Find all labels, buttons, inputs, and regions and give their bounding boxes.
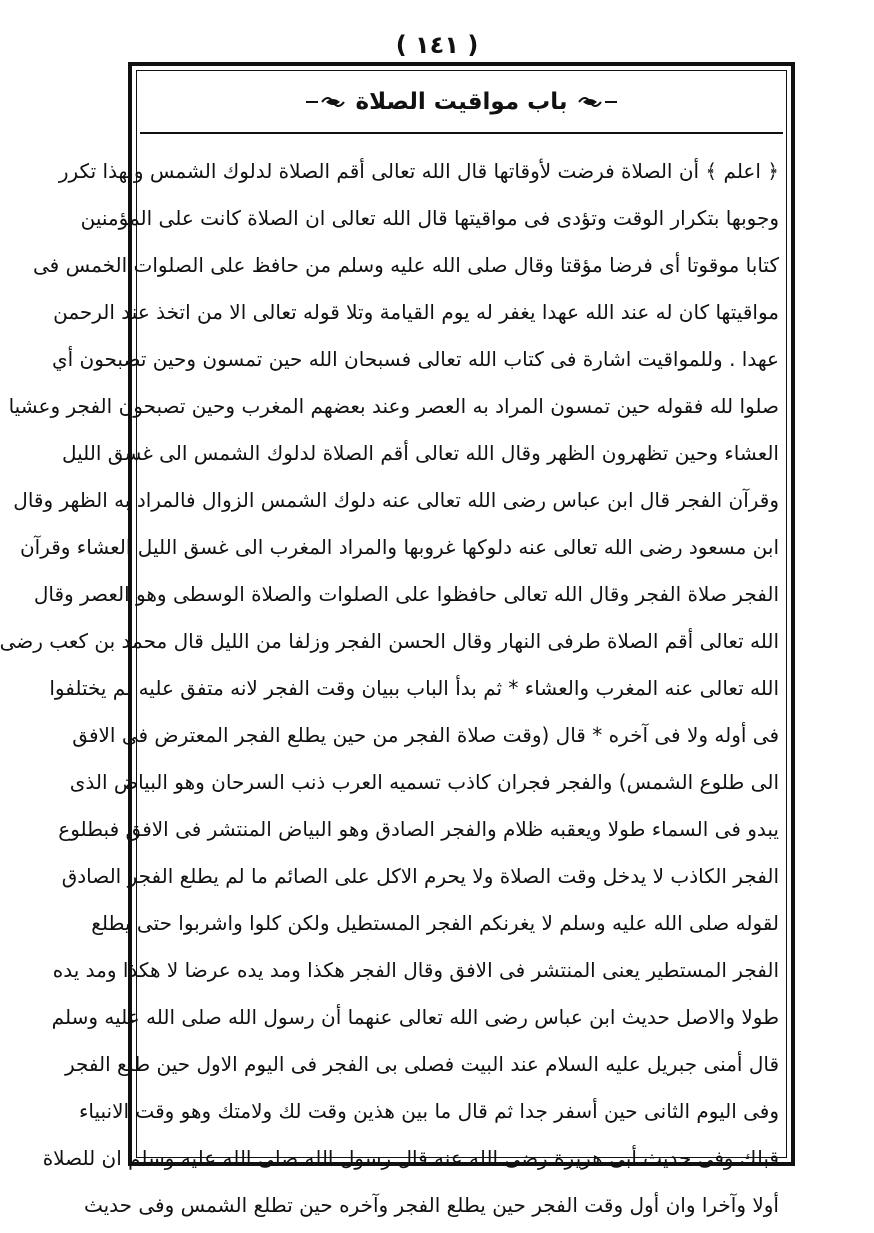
text-line: مواقيتها كان له عند الله عهدا يغفر له يوم القيامة وتلا قوله تعالى الا من اتخذ عند الرحمن (53, 300, 779, 324)
text-line: طولا والاصل حديث ابن عباس رضى الله تعالى عنهما أن رسول الله صلى الله عليه وسلم (51, 1005, 779, 1029)
text-line: الله تعالى عنه المغرب والعشاء * ثم بدأ الباب ببيان وقت الفجر لانه متفق عليه لم يختلفوا (49, 676, 779, 700)
text-line: فى أوله ولا فى آخره * قال (وقت صلاة الفجر من حين يطلع الفجر المعترض فى الافق (72, 723, 779, 747)
body-text (0, 148, 779, 1229)
text-line: الله تعالى أقم الصلاة طرفى النهار وقال الحسن الفجر وزلفا من الليل قال محمد بن كعب رضى (0, 629, 779, 653)
heading-ornament-left (304, 92, 346, 112)
text-line: يبدو فى السماء طولا ويعقبه ظلام والفجر الصادق وهو البياض المنتشر فى الافق فبطلوع (58, 817, 779, 841)
chapter-title: باب مواقيت الصلاة (355, 89, 568, 115)
heading-divider (140, 132, 783, 134)
text-line: الفجر المستطير يعنى المنتشر فى الافق وقال الفجر هكذا ومد يده عرضا لا هكذا ومد يده (52, 958, 779, 982)
text-line: قبلك وفى حديث أبى هريرة رضى الله عنه قال رسول الله صلى الله عليه وسلم ان للصلاة (42, 1146, 779, 1170)
text-line: وجوبها بتكرار الوقت وتؤدى فى مواقيتها قال الله تعالى ان الصلاة كانت على المؤمنين (80, 206, 779, 230)
text-line: أولا وآخرا وان أول وقت الفجر حين يطلع الفجر وآخره حين تطلع الشمس وفى حديث (83, 1193, 779, 1217)
text-line: وفى اليوم الثانى حين أسفر جدا ثم قال ما بين هذين وقت لك ولامتك وهو وقت الانبياء (78, 1099, 779, 1123)
text-line: عهدا . وللمواقيت اشارة فى كتاب الله تعالى فسبحان الله حين تمسون وحين تصبحون أي (51, 347, 779, 371)
text-line: لقوله صلى الله عليه وسلم لا يغرنكم الفجر المستطيل ولكن كلوا واشربوا حتى يطلع (91, 911, 779, 935)
text-line: صلوا لله فقوله حين تمسون المراد به العصر وعند بعضهم المغرب وحين تصبحون الفجر وعشيا (8, 394, 779, 418)
text-line: العشاء وحين تظهرون الظهر وقال الله تعالى أقم الصلاة لدلوك الشمس الى غسق الليل (61, 441, 779, 465)
chapter-heading (136, 80, 787, 124)
text-line: وقرآن الفجر قال ابن عباس رضى الله تعالى عنه دلوك الشمس الزوال فالمراد به الظهر وقال (13, 488, 779, 512)
page-number: ( ١٤١ ) (395, 31, 479, 59)
text-line: كتابا موقوتا أى فرضا مؤقتا وقال صلى الله عليه وسلم من حافظ على الصلوات الخمس فى (32, 253, 779, 277)
text-line: ابن مسعود رضى الله تعالى عنه دلوكها غروبها والمراد المغرب الى غسق الليل العشاء وقرآن (19, 535, 779, 559)
heading-ornament-right (577, 92, 619, 112)
text-line: الى طلوع الشمس) والفجر فجران كاذب تسميه العرب ذنب السرحان وهو البياض الذى (69, 770, 779, 794)
text-line: قال أمنى جبريل عليه السلام عند البيت فصلى بى الفجر فى اليوم الاول حين طلع الفجر (64, 1052, 779, 1076)
text-line: الفجر الكاذب لا يدخل وقت الصلاة ولا يحرم الاكل على الصائم ما لم يطلع الفجر الصادق (61, 864, 779, 888)
text-line: ﴿ اعلم ﴾ أن الصلاة فرضت لأوقاتها قال الله تعالى أقم الصلاة لدلوك الشمس ولهذا تكرر (58, 159, 779, 183)
flourish-icon (320, 92, 346, 112)
flourish-icon (577, 92, 603, 112)
text-line: الفجر صلاة الفجر وقال الله تعالى حافظوا على الصلوات والصلاة الوسطى وهو العصر وقال (33, 582, 779, 606)
